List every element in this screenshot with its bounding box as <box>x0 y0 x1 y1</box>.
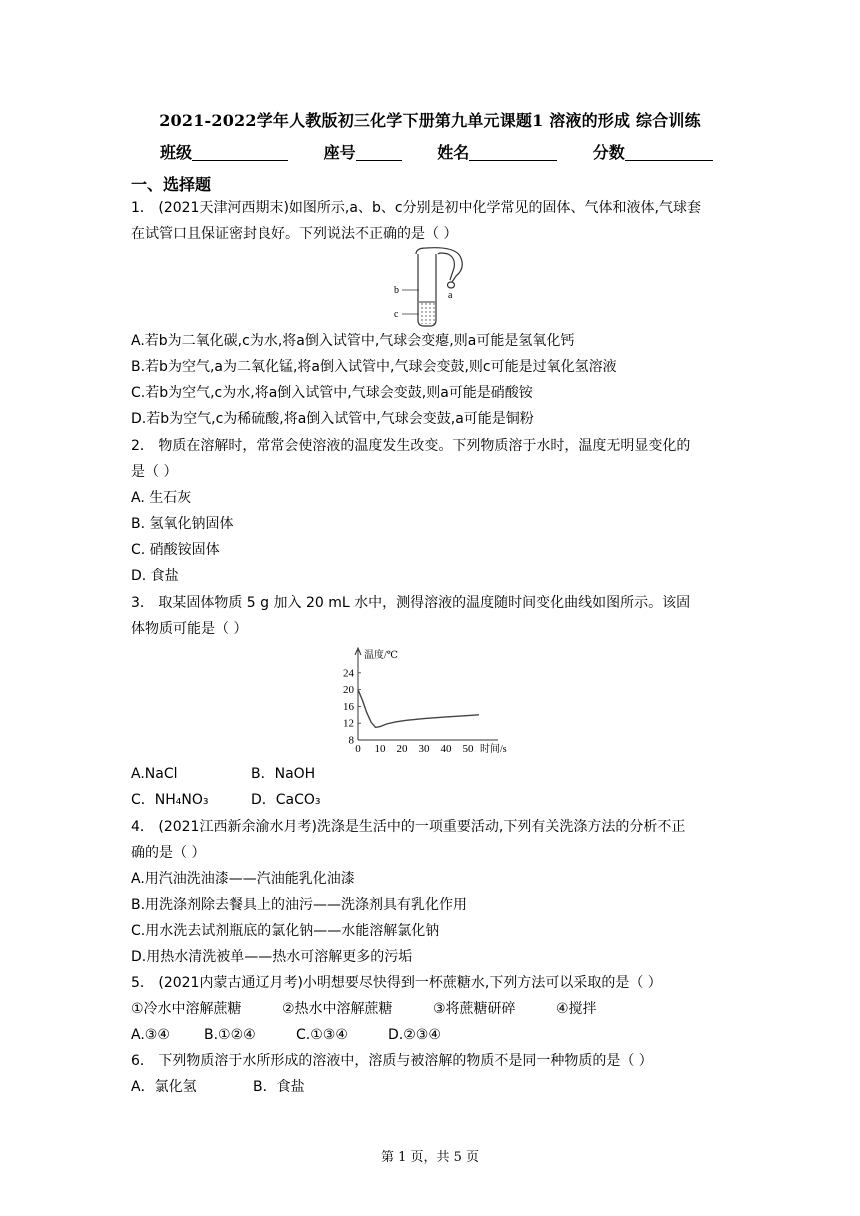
q3-option-d[interactable]: D．CaCO₃ <box>251 792 321 808</box>
q6-option-a[interactable]: A．氯化氢 <box>131 1079 197 1095</box>
q1-option-c[interactable]: C.若b为空气,c为水,将a倒入试管中,气球会变鼓,则a可能是硝酸铵 <box>131 385 533 401</box>
y-tick-label: 8 <box>348 734 354 747</box>
label-b: b <box>394 285 399 296</box>
score-field[interactable]: 分数 <box>593 140 713 163</box>
label-c: c <box>394 309 399 320</box>
q4-option-a[interactable]: A.用汽油洗油漆——汽油能乳化油漆 <box>131 871 355 887</box>
q4-stem-line2: 确的是（ ） <box>131 845 206 861</box>
q4-option-c[interactable]: C.用水洗去试剂瓶底的氯化钠——水能溶解氯化钠 <box>131 923 440 939</box>
q5-method-1: ①冷水中溶解蔗糖 <box>131 1001 242 1017</box>
q3-option-a[interactable]: A.NaCl <box>131 766 178 782</box>
student-info-row <box>160 140 720 163</box>
q5-method-3: ③将蔗糖研碎 <box>433 1001 516 1017</box>
x-tick-label: 30 <box>418 743 430 755</box>
q5-option-b[interactable]: B.①②④ <box>204 1027 256 1043</box>
y-tick-label: 20 <box>343 684 354 697</box>
q5-method-2: ②热水中溶解蔗糖 <box>282 1001 393 1017</box>
q5-option-c[interactable]: C.①③④ <box>296 1027 348 1043</box>
x-tick-label: 40 <box>440 743 452 755</box>
q6-option-b[interactable]: B．食盐 <box>253 1079 305 1095</box>
label-a: a <box>448 290 453 301</box>
x-tick-label: 10 <box>374 743 386 755</box>
temperature-curve <box>358 690 479 728</box>
q2-option-b[interactable]: B. 氢氧化钠固体 <box>131 516 234 532</box>
q6-stem-line1: 6． 下列物质溶于水所形成的溶液中，溶质与被溶解的物质不是同一种物质的是（ ） <box>131 1053 653 1069</box>
q5-option-d[interactable]: D.②③④ <box>388 1027 441 1043</box>
q1-option-a[interactable]: A.若b为二氧化碳,c为水,将a倒入试管中,气球会变瘪,则a可能是氢氧化钙 <box>131 333 575 349</box>
y-tick-label: 24 <box>343 667 354 680</box>
seat-field[interactable]: 座号 <box>324 140 402 163</box>
q2-stem-line1: 2． 物质在溶解时，常常会使溶液的温度发生改变。下列物质溶于水时，温度无明显变化的 <box>131 438 691 454</box>
q3-option-c[interactable]: C．NH₄NO₃ <box>131 792 209 808</box>
q2-stem-line2: 是（ ） <box>131 464 178 480</box>
temperature-time-chart <box>330 644 530 756</box>
q3-stem-line1: 3． 取某固体物质 5 g 加入 20 mL 水中，测得溶液的温度随时间变化曲线如图所示。该固 <box>131 595 691 611</box>
q5-option-a[interactable]: A.③④ <box>131 1027 170 1043</box>
q5-stem-line1: 5． (2021内蒙古通辽月考)小明想要尽快得到一杯蔗糖水,下列方法可以采取的是（ ） <box>131 975 662 991</box>
name-field[interactable]: 姓名 <box>437 140 557 163</box>
document-title: 2021-2022学年人教版初三化学下册第九单元课题1 溶液的形成 综合训练 <box>159 111 701 130</box>
q1-test-tube-figure <box>388 246 470 330</box>
y-tick-label: 16 <box>343 700 354 713</box>
q5-method-4: ④搅拌 <box>556 1001 597 1017</box>
q3-stem-line2: 体物质可能是（ ） <box>131 621 248 637</box>
page-footer: 第 1 页，共 5 页 <box>380 1150 480 1165</box>
y-tick-label: 12 <box>343 717 354 730</box>
q4-option-d[interactable]: D.用热水清洗被单——热水可溶解更多的污垢 <box>131 949 413 965</box>
q4-stem-line1: 4． (2021江西新余渝水月考)洗涤是生活中的一项重要活动,下列有关洗涤方法的分析不正 <box>131 819 686 835</box>
section-title: 一、选择题 <box>131 175 212 194</box>
q3-option-b[interactable]: B．NaOH <box>251 766 316 782</box>
q2-option-c[interactable]: C. 硝酸铵固体 <box>131 542 220 558</box>
q1-option-b[interactable]: B.若b为空气,a为二氧化锰,将a倒入试管中,气球会变鼓,则c可能是过氧化氢溶液 <box>131 359 617 375</box>
q2-option-a[interactable]: A. 生石灰 <box>131 490 192 506</box>
chart-y-axis-label: 温度/℃ <box>364 650 398 661</box>
q2-option-d[interactable]: D. 食盐 <box>131 568 179 584</box>
chart-x-axis-label: 时间/s <box>480 744 507 755</box>
x-tick-label: 20 <box>396 743 408 755</box>
q1-stem-line1: 1． (2021天津河西期末)如图所示,a、b、c分别是初中化学常见的固体、气体和液体,气球套 <box>131 200 701 216</box>
x-tick-label: 0 <box>355 743 361 755</box>
q4-option-b[interactable]: B.用洗涤剂除去餐具上的油污——洗涤剂具有乳化作用 <box>131 897 468 913</box>
x-tick-label: 50 <box>462 743 474 755</box>
q1-option-d[interactable]: D.若b为空气,c为稀硫酸,将a倒入试管中,气球会变鼓,a可能是铜粉 <box>131 411 534 427</box>
q1-stem-line2: 在试管口且保证密封良好。下列说法不正确的是（ ） <box>131 226 458 242</box>
class-field[interactable]: 班级 <box>160 140 288 163</box>
